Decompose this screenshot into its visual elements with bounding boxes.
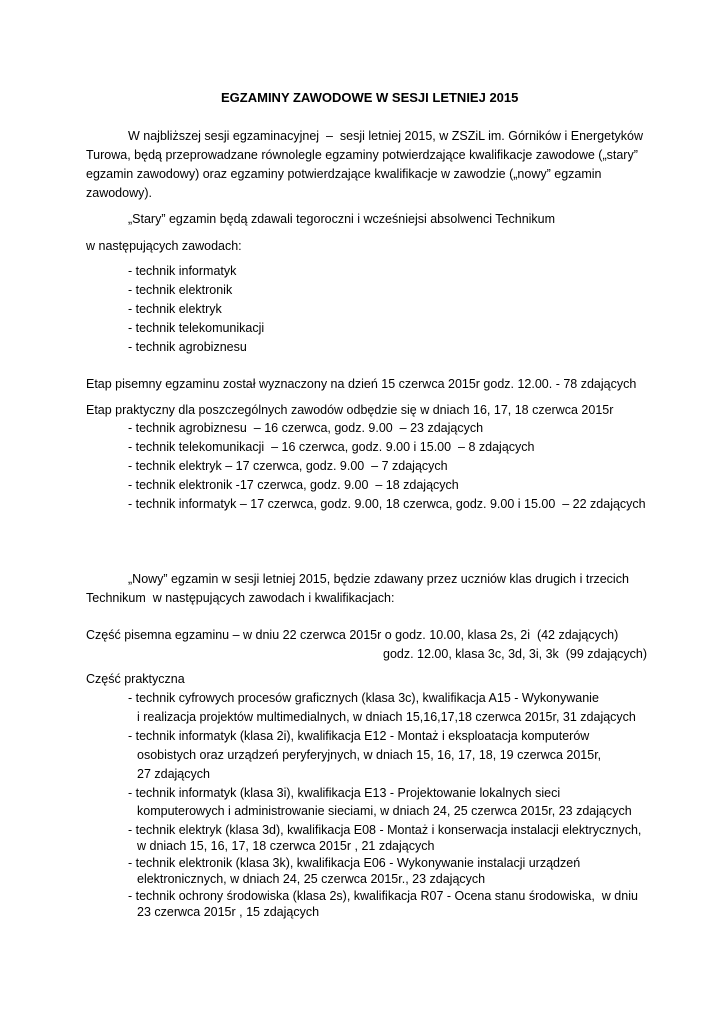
profession-item: - technik agrobiznesu bbox=[128, 340, 247, 354]
profession-item: - technik informatyk bbox=[128, 264, 237, 278]
old-exam-intro: „Stary” egzamin będą zdawali tegoroczni i wcześniejsi absolwenci Technikum bbox=[128, 212, 556, 226]
old-exam-written: Etap pisemny egzaminu został wyznaczony na dzień 15 czerwca 2015r godz. 12.00. - 78 zdających bbox=[86, 377, 637, 391]
old-exam-practical-intro: Etap praktyczny dla poszczególnych zawodów odbędzie się w dniach 16, 17, 18 czerwca 2015r bbox=[86, 403, 614, 417]
new-exam-intro: „Nowy” egzamin w sesji letniej 2015, będzie zdawany przez uczniów klas drugich i trzecich bbox=[128, 572, 629, 586]
qualification-item: - technik ochrony środowiska (klasa 2s), kwalifikacja R07 - Ocena stanu środowiska, w dniu bbox=[128, 889, 638, 903]
document-title: EGZAMINY ZAWODOWE W SESJI LETNIEJ 2015 bbox=[221, 90, 519, 105]
new-exam-written: godz. 12.00, klasa 3c, 3d, 3i, 3k (99 zdających) bbox=[383, 647, 648, 661]
qualification-item: - technik informatyk (klasa 3i), kwalifikacja E13 - Projektowanie lokalnych sieci bbox=[128, 786, 561, 800]
practical-item: - technik informatyk – 17 czerwca, godz. 9.00, 18 czerwca, godz. 9.00 i 15.00 – 22 zdających bbox=[128, 497, 646, 511]
old-exam-intro: w następujących zawodach: bbox=[86, 239, 242, 253]
qualification-item: elektronicznych, w dniach 24, 25 czerwca 2015r., 23 zdających bbox=[137, 872, 486, 886]
intro-line: W najbliższej sesji egzaminacyjnej – sesji letniej 2015, w ZSZiL im. Górników i Energetyków bbox=[128, 129, 644, 143]
intro-line: zawodowy). bbox=[86, 186, 152, 200]
profession-item: - technik elektryk bbox=[128, 302, 222, 316]
qualification-item: - technik cyfrowych procesów graficznych (klasa 3c), kwalifikacja A15 - Wykonywanie bbox=[128, 691, 599, 705]
qualification-item: 23 czerwca 2015r , 15 zdających bbox=[137, 905, 320, 919]
qualification-item: - technik elektronik (klasa 3k), kwalifikacja E06 - Wykonywanie instalacji urządzeń bbox=[128, 856, 581, 870]
qualification-item: 27 zdających bbox=[137, 767, 210, 781]
qualification-item: osobistych oraz urządzeń peryferyjnych, w dniach 15, 16, 17, 18, 19 czerwca 2015r, bbox=[137, 748, 602, 762]
qualification-item: - technik elektryk (klasa 3d), kwalifikacja E08 - Montaż i konserwacja instalacji elektrycznych, bbox=[128, 823, 642, 837]
qualification-item: w dniach 15, 16, 17, 18 czerwca 2015r , 21 zdających bbox=[137, 839, 435, 853]
practical-item: - technik telekomunikacji – 16 czerwca, godz. 9.00 i 15.00 – 8 zdających bbox=[128, 440, 535, 454]
qualification-item: - technik informatyk (klasa 2i), kwalifikacja E12 - Montaż i eksploatacja komputerów bbox=[128, 729, 590, 743]
practical-item: - technik elektryk – 17 czerwca, godz. 9.00 – 7 zdających bbox=[128, 459, 448, 473]
new-exam-intro: Technikum w następujących zawodach i kwalifikacjach: bbox=[86, 591, 395, 605]
intro-line: Turowa, będą przeprowadzane równolegle egzaminy potwierdzające kwalifikacje zawodowe („stary” bbox=[86, 148, 638, 162]
practical-item: - technik elektronik -17 czerwca, godz. 9.00 – 18 zdających bbox=[128, 478, 459, 492]
intro-line: egzamin zawodowy) oraz egzaminy potwierdzające kwalifikacje w zawodzie („nowy” egzamin bbox=[86, 167, 602, 181]
qualification-item: komputerowych i administrowanie sieciami, w dniach 24, 25 czerwca 2015r, 23 zdających bbox=[137, 804, 632, 818]
qualification-item: i realizacja projektów multimedialnych, w dniach 15,16,17,18 czerwca 2015r, 31 zdających bbox=[137, 710, 636, 724]
new-exam-written: Część pisemna egzaminu – w dniu 22 czerwca 2015r o godz. 10.00, klasa 2s, 2i (42 zdających) bbox=[86, 628, 619, 642]
profession-item: - technik telekomunikacji bbox=[128, 321, 265, 335]
profession-item: - technik elektronik bbox=[128, 283, 233, 297]
practical-item: - technik agrobiznesu – 16 czerwca, godz. 9.00 – 23 zdających bbox=[128, 421, 484, 435]
new-exam-practical-heading: Część praktyczna bbox=[86, 672, 185, 686]
